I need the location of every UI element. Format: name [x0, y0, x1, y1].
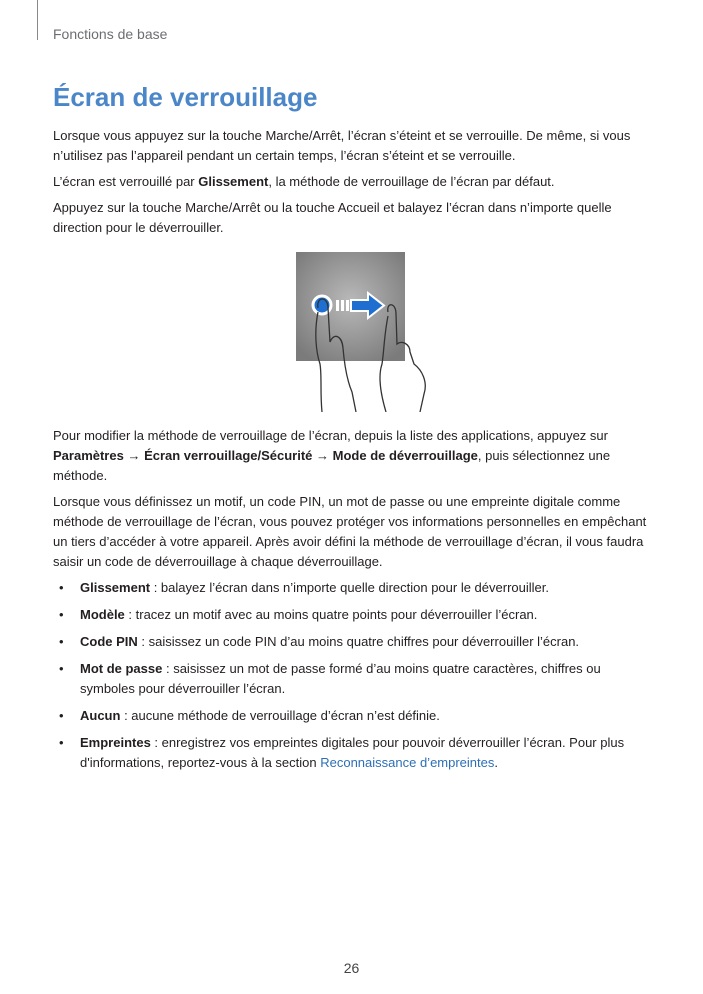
- list-item: [53, 733, 653, 773]
- method-description: : balayez l’écran dans n’importe quelle direction pour le déverrouiller.: [150, 580, 549, 595]
- bullet-icon: •: [59, 708, 64, 723]
- bullet-icon: •: [59, 661, 64, 676]
- intro-text: L’écran est verrouillé par: [53, 174, 199, 189]
- bullet-icon: •: [59, 735, 64, 750]
- list-item: [53, 632, 653, 652]
- page-number: 26: [343, 960, 360, 976]
- modify-text: , puis sélectionnez une méthode.: [53, 448, 611, 483]
- intro-section: [53, 126, 653, 244]
- method-description: : saisissez un mot de passe formé d’au moins quatre caractères, chiffres ou symboles pour déverrouiller l’écran.: [80, 661, 601, 696]
- method-term: Aucun: [80, 708, 121, 723]
- page-title: Écran de verrouillage: [53, 82, 318, 112]
- menu-path-lock-screen: Écran verrouillage/Sécurité: [144, 448, 313, 463]
- define-paragraph: Lorsque vous définissez un motif, un code PIN, un mot de passe ou une empreinte digitale comme méthode de verrouillage de l’écran, vous pouvez protéger vos informations personnelles en empêchant un tiers d’accéder à votre appareil. Après avoir défini la méthode de verrouillage d’écran, il vous faudra saisir un code de déverrouillage à chaque déverrouillage.: [53, 494, 647, 569]
- list-item: [53, 659, 653, 699]
- menu-path-arrow: →: [312, 448, 333, 463]
- fingerprint-section-link[interactable]: Reconnaissance d’empreintes: [320, 755, 495, 770]
- method-term: Mot de passe: [80, 661, 163, 676]
- intro-paragraph-1: Lorsque vous appuyez sur la touche Marche/Arrêt, l’écran s’éteint et se verrouille. De même, si vous n’utilisez pas l’appareil pendant un certain temps, l’écran s’éteint et se verrouille.: [53, 128, 631, 163]
- unlock-methods-list: [53, 578, 653, 773]
- list-item: [53, 605, 653, 625]
- settings-section: [53, 426, 653, 780]
- method-description: .: [494, 755, 498, 770]
- menu-path-arrow: →: [123, 448, 145, 463]
- bullet-icon: •: [59, 634, 64, 649]
- modify-instruction: [53, 426, 653, 486]
- header-rule: [37, 0, 38, 40]
- intro-paragraph-3: Appuyez sur la touche Marche/Arrêt ou la touche Accueil et balayez l’écran dans n’importe quelle direction pour le déverrouiller.: [53, 200, 612, 235]
- method-description: : enregistrez vos empreintes digitales pour pouvoir déverrouiller l’écran. Pour plus d'informations, reportez-vous à la section: [80, 735, 625, 770]
- method-description: : saisissez un code PIN d’au moins quatre chiffres pour déverrouiller l’écran.: [137, 634, 580, 649]
- method-term: Empreintes: [80, 735, 151, 750]
- list-item: [53, 706, 653, 726]
- modify-text: Pour modifier la méthode de verrouillage de l’écran, depuis la liste des applications, appuyez sur: [53, 428, 608, 443]
- default-method-term: Glissement: [198, 174, 269, 189]
- menu-path-unlock-mode: Mode de déverrouillage: [332, 448, 478, 463]
- intro-text: , la méthode de verrouillage de l’écran par défaut.: [268, 174, 555, 189]
- section-header: Fonctions de base: [53, 26, 168, 42]
- method-description: : tracez un motif avec au moins quatre points pour déverrouiller l’écran.: [124, 607, 538, 622]
- list-item: [53, 578, 653, 598]
- method-term: Glissement: [80, 580, 151, 595]
- swipe-gesture-icon: [296, 252, 438, 412]
- bullet-icon: •: [59, 607, 64, 622]
- method-description: : aucune méthode de verrouillage d’écran n’est définie.: [120, 708, 440, 723]
- bullet-icon: •: [59, 580, 64, 595]
- intro-paragraph-2: [53, 172, 653, 192]
- method-term: Modèle: [80, 607, 125, 622]
- swipe-unlock-illustration: [296, 252, 438, 412]
- method-term: Code PIN: [80, 634, 138, 649]
- menu-path-settings: Paramètres: [53, 448, 124, 463]
